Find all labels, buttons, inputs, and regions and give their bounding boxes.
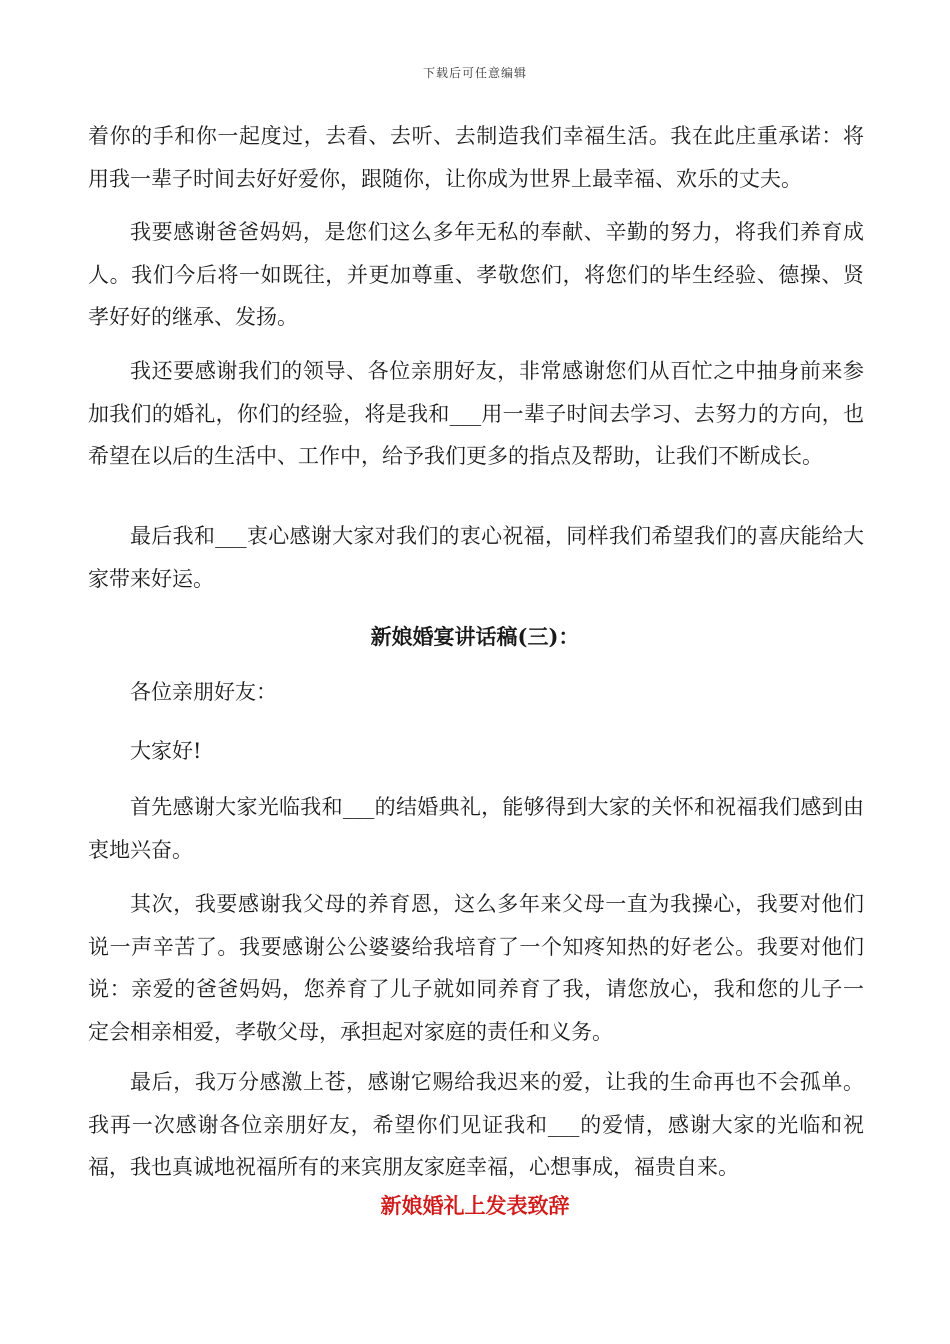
header-note: 下载后可任意编辑	[422, 66, 527, 80]
salutation: 各位亲朋好友：	[130, 680, 277, 704]
section-title: 新娘婚宴讲话稿(三)：	[370, 624, 580, 649]
section-paragraph-2: 其次，我要感谢我父母的养育恩，这么多年来父母一直为我操心，我要对他们说一声辛苦了。我要感谢公公婆婆给我培育了一个知疼知热的好老公。我要对他们说：亲爱的爸爸妈妈，您养育了儿子就如同养育了我，请您放心，我和您的儿子一定会相亲相爱，孝敬父母，承担起对家庭的责任和义务。	[88, 892, 864, 1044]
paragraph-continued: 着你的手和你一起度过，去看、去听、去制造我们幸福生活。我在此庄重承诺：将用我一辈子时间去好好爱你，跟随你，让你成为世界上最幸福、欢乐的丈夫。	[88, 124, 864, 191]
paragraph-thanks-guests: 我还要感谢我们的领导、各位亲朋好友，非常感谢您们从百忙之中抽身前来参加我们的婚礼，你们的经验，将是我和___用一辈子时间去学习、去努力的方向，也希望在以后的生活中、工作中，给予我们更多的指点及帮助，让我们不断成长。	[88, 359, 864, 468]
next-section-title: 新娘婚礼上发表致辞	[380, 1193, 570, 1218]
paragraph-thanks-parents: 我要感谢爸爸妈妈，是您们这么多年无私的奉献、辛勤的努力，将我们养育成人。我们今后将一如既往，并更加尊重、孝敬您们，将您们的毕生经验、德操、贤孝好好的继承、发扬。	[88, 220, 864, 329]
greeting: 大家好!	[130, 739, 202, 763]
paragraph-closing: 最后我和___衷心感谢大家对我们的衷心祝福，同样我们希望我们的喜庆能给大家带来好运。	[88, 524, 864, 591]
section-paragraph-3: 最后，我万分感激上苍，感谢它赐给我迟来的爱，让我的生命再也不会孤单。我再一次感谢各位亲朋好友，希望你们见证我和___的爱情，感谢大家的光临和祝福，我也真诚地祝福所有的来宾朋友家庭幸福，心想事成，福贵自来。	[88, 1070, 864, 1179]
section-paragraph-1: 首先感谢大家光临我和___的结婚典礼，能够得到大家的关怀和祝福我们感到由衷地兴奋。	[88, 795, 864, 862]
